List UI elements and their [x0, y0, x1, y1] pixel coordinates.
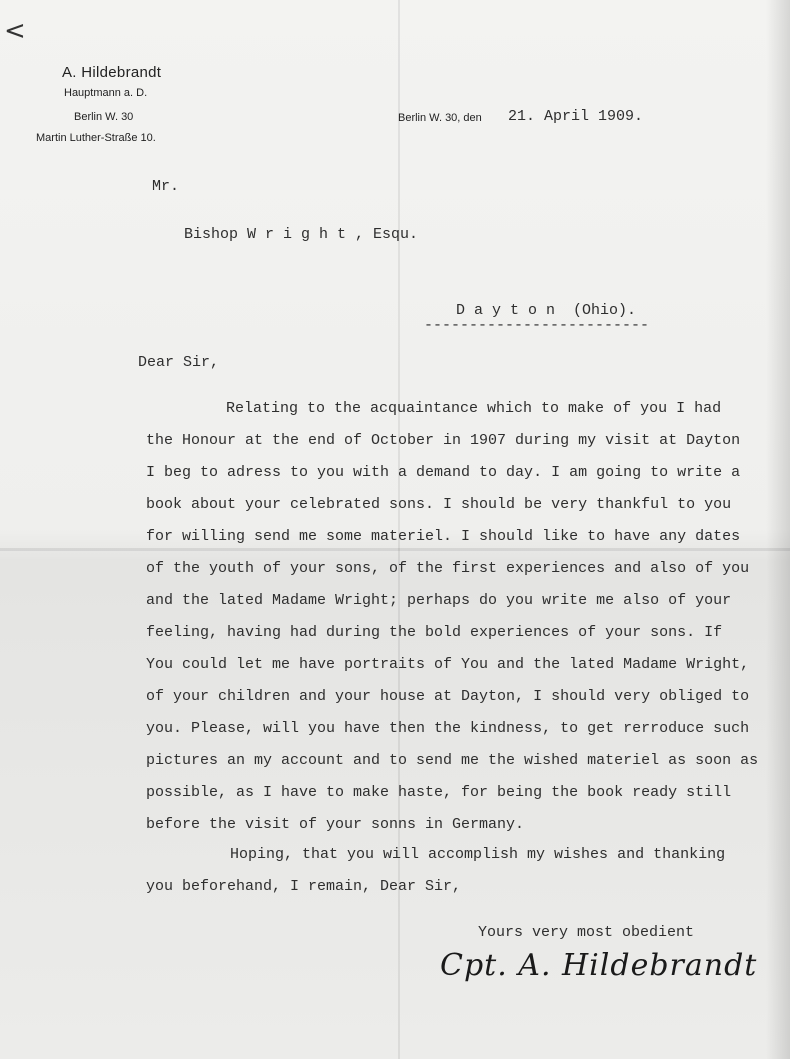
- body-line: book about your celebrated sons. I should be very thankful to you: [146, 496, 732, 513]
- horizontal-fold-line: [0, 548, 790, 551]
- dateline-place: Berlin W. 30, den: [398, 112, 482, 124]
- margin-mark-icon: <: [4, 16, 26, 46]
- body-line: You could let me have portraits of You and the lated Madame Wright,: [146, 656, 750, 673]
- addressee-title: Mr.: [152, 178, 180, 195]
- body-line: possible, as I have to make haste, for being the book ready still: [146, 784, 732, 801]
- body-line: and the lated Madame Wright; perhaps do you write me also of your: [146, 592, 732, 609]
- addressee-city: D a y t o n (Ohio).: [456, 302, 637, 319]
- dateline-date: 21. April 1909.: [508, 108, 644, 125]
- greeting: Dear Sir,: [138, 354, 220, 371]
- body-line: you. Please, will you have then the kindness, to get rerroduce such: [146, 720, 750, 737]
- signature: Cpt. A. Hildebrandt: [440, 948, 758, 983]
- letterhead-rank: Hauptmann a. D.: [64, 87, 148, 99]
- body-line: pictures an my account and to send me the wished materiel as soon as: [146, 752, 759, 769]
- addressee-name: Bishop W r i g h t , Esqu.: [184, 226, 419, 243]
- letterhead-street: Martin Luther-Straße 10.: [36, 132, 156, 144]
- body-line: Relating to the acquaintance which to make of you I had: [226, 400, 722, 417]
- letterhead-city: Berlin W. 30: [74, 111, 134, 123]
- body-line: feeling, having had during the bold experiences of your sons. If: [146, 624, 723, 641]
- body-line: of the youth of your sons, of the first experiences and also of you: [146, 560, 750, 577]
- letterhead-name: A. Hildebrandt: [62, 64, 162, 81]
- addressee-underline: -------------------------: [424, 317, 650, 334]
- valediction: Yours very most obedient: [478, 924, 695, 941]
- body-line: of your children and your house at Dayton, I should very obliged to: [146, 688, 750, 705]
- body-line: before the visit of your sonns in Germany.: [146, 816, 525, 833]
- closing-line: Hoping, that you will accomplish my wishes and thanking: [230, 846, 726, 863]
- page-edge-shadow: [766, 0, 790, 1059]
- closing-line: you beforehand, I remain, Dear Sir,: [146, 878, 462, 895]
- body-line: for willing send me some materiel. I should like to have any dates: [146, 528, 741, 545]
- body-line: the Honour at the end of October in 1907 during my visit at Dayton: [146, 432, 741, 449]
- body-line: I beg to adress to you with a demand to day. I am going to write a: [146, 464, 741, 481]
